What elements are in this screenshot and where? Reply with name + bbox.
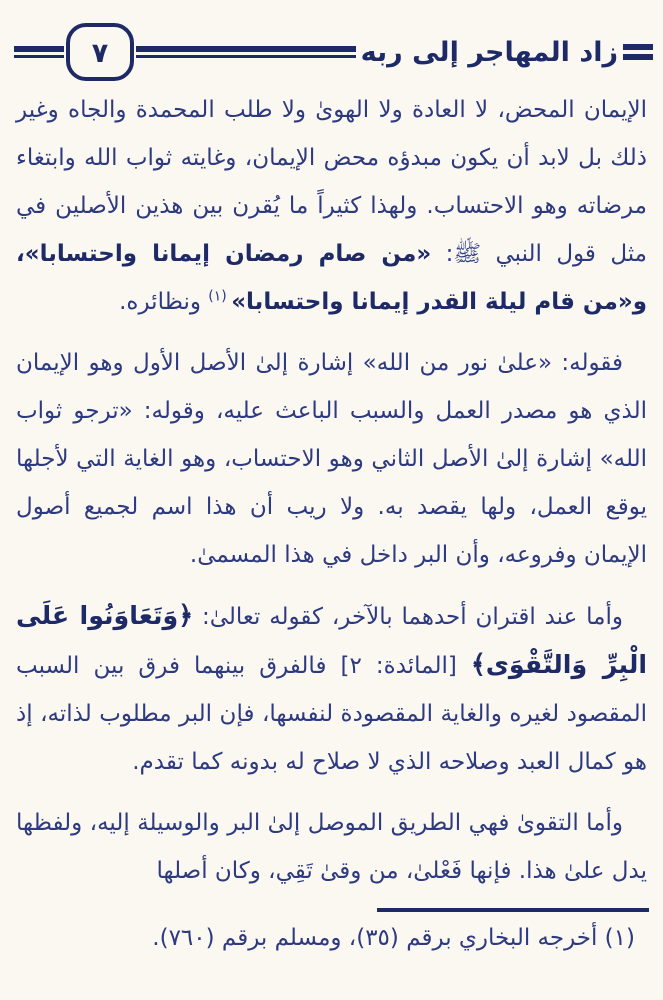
body-text: الإيمان المحض، لا العادة ولا الهوىٰ ولا طلب المحمدة والجاه وغير ذلك بل لابد أن يكون مبدؤه محض الإيمان، وغايته ثواب الله وابتغاء مرضاته وهو الاحتساب. ولهذا كثيراً ما يُقرن بين هذين الأصلين في مثل قول النبي ﷺ: [16,97,648,267]
hadith-bold-text: «من صام رمضان إيمانا واحتسابا»، و«من قام ليلة القدر إيمانا واحتسابا» [16,241,647,315]
header-rule-tail [14,46,64,58]
book-title: زاد المهاجر إلى ربه [360,36,618,68]
quran-verse: ﴿وَتَعَاوَنُوا عَلَى الْبِرِّ وَالتَّقْوَى﴾ [16,601,647,679]
body-text: وأما التقوىٰ فهي الطريق الموصل إلىٰ البر والوسيلة إليه، ولفظها يدل علىٰ هذا. فإنها فَعْلىٰ، من وقىٰ تَقِي، وكان أصلها [16,810,647,884]
body-text: [المائدة: ٢] فالفرق بينهما فرق بين السبب المقصود لغيره والغاية المقصودة لنفسها، فإن البر مطلوب لذاته، إذ هو كمال العبد وصلاحه الذي لا صلاح له بدونه كما تقدم. [16,653,647,775]
paragraph-faqawluhu [16,339,647,579]
header-rule [136,46,356,58]
body-text: فقوله: «علىٰ نور من الله» إشارة إلىٰ الأصل الأول وهو الإيمان الذي هو مصدر العمل والسبب الباعث عليه، وقوله: «ترجو ثواب الله» إشارة إلىٰ الأصل الثاني وهو الاحتساب، وهو الغاية التي لأجلها يوقع العمل، ولها يقصد به. ولا ريب أن هذا اسم لجميع أصول الإيمان وفروعه، وأن البر داخل في هذا المسمىٰ. [16,350,647,568]
footnote-marker: (١) [208,288,232,305]
paragraph-iman-mahd [16,86,647,326]
body-text: ونظائره. [119,289,209,315]
page-number: ٧ [91,37,109,69]
page-number-badge [66,23,134,81]
title-end-bars-icon [623,44,653,60]
paragraph-taqwa [16,799,647,895]
page-body [16,86,647,908]
footnote-section [16,908,649,955]
footnote-divider [377,908,649,912]
footnote-text: (١) أخرجه البخاري برقم (٣٥)، ومسلم برقم (٧٦٠). [152,924,635,951]
body-text: وأما عند اقتران أحدهما بالآخر، كقوله تعالىٰ: [193,604,623,630]
paragraph-iqtiran [16,592,647,786]
page-header [14,20,653,84]
